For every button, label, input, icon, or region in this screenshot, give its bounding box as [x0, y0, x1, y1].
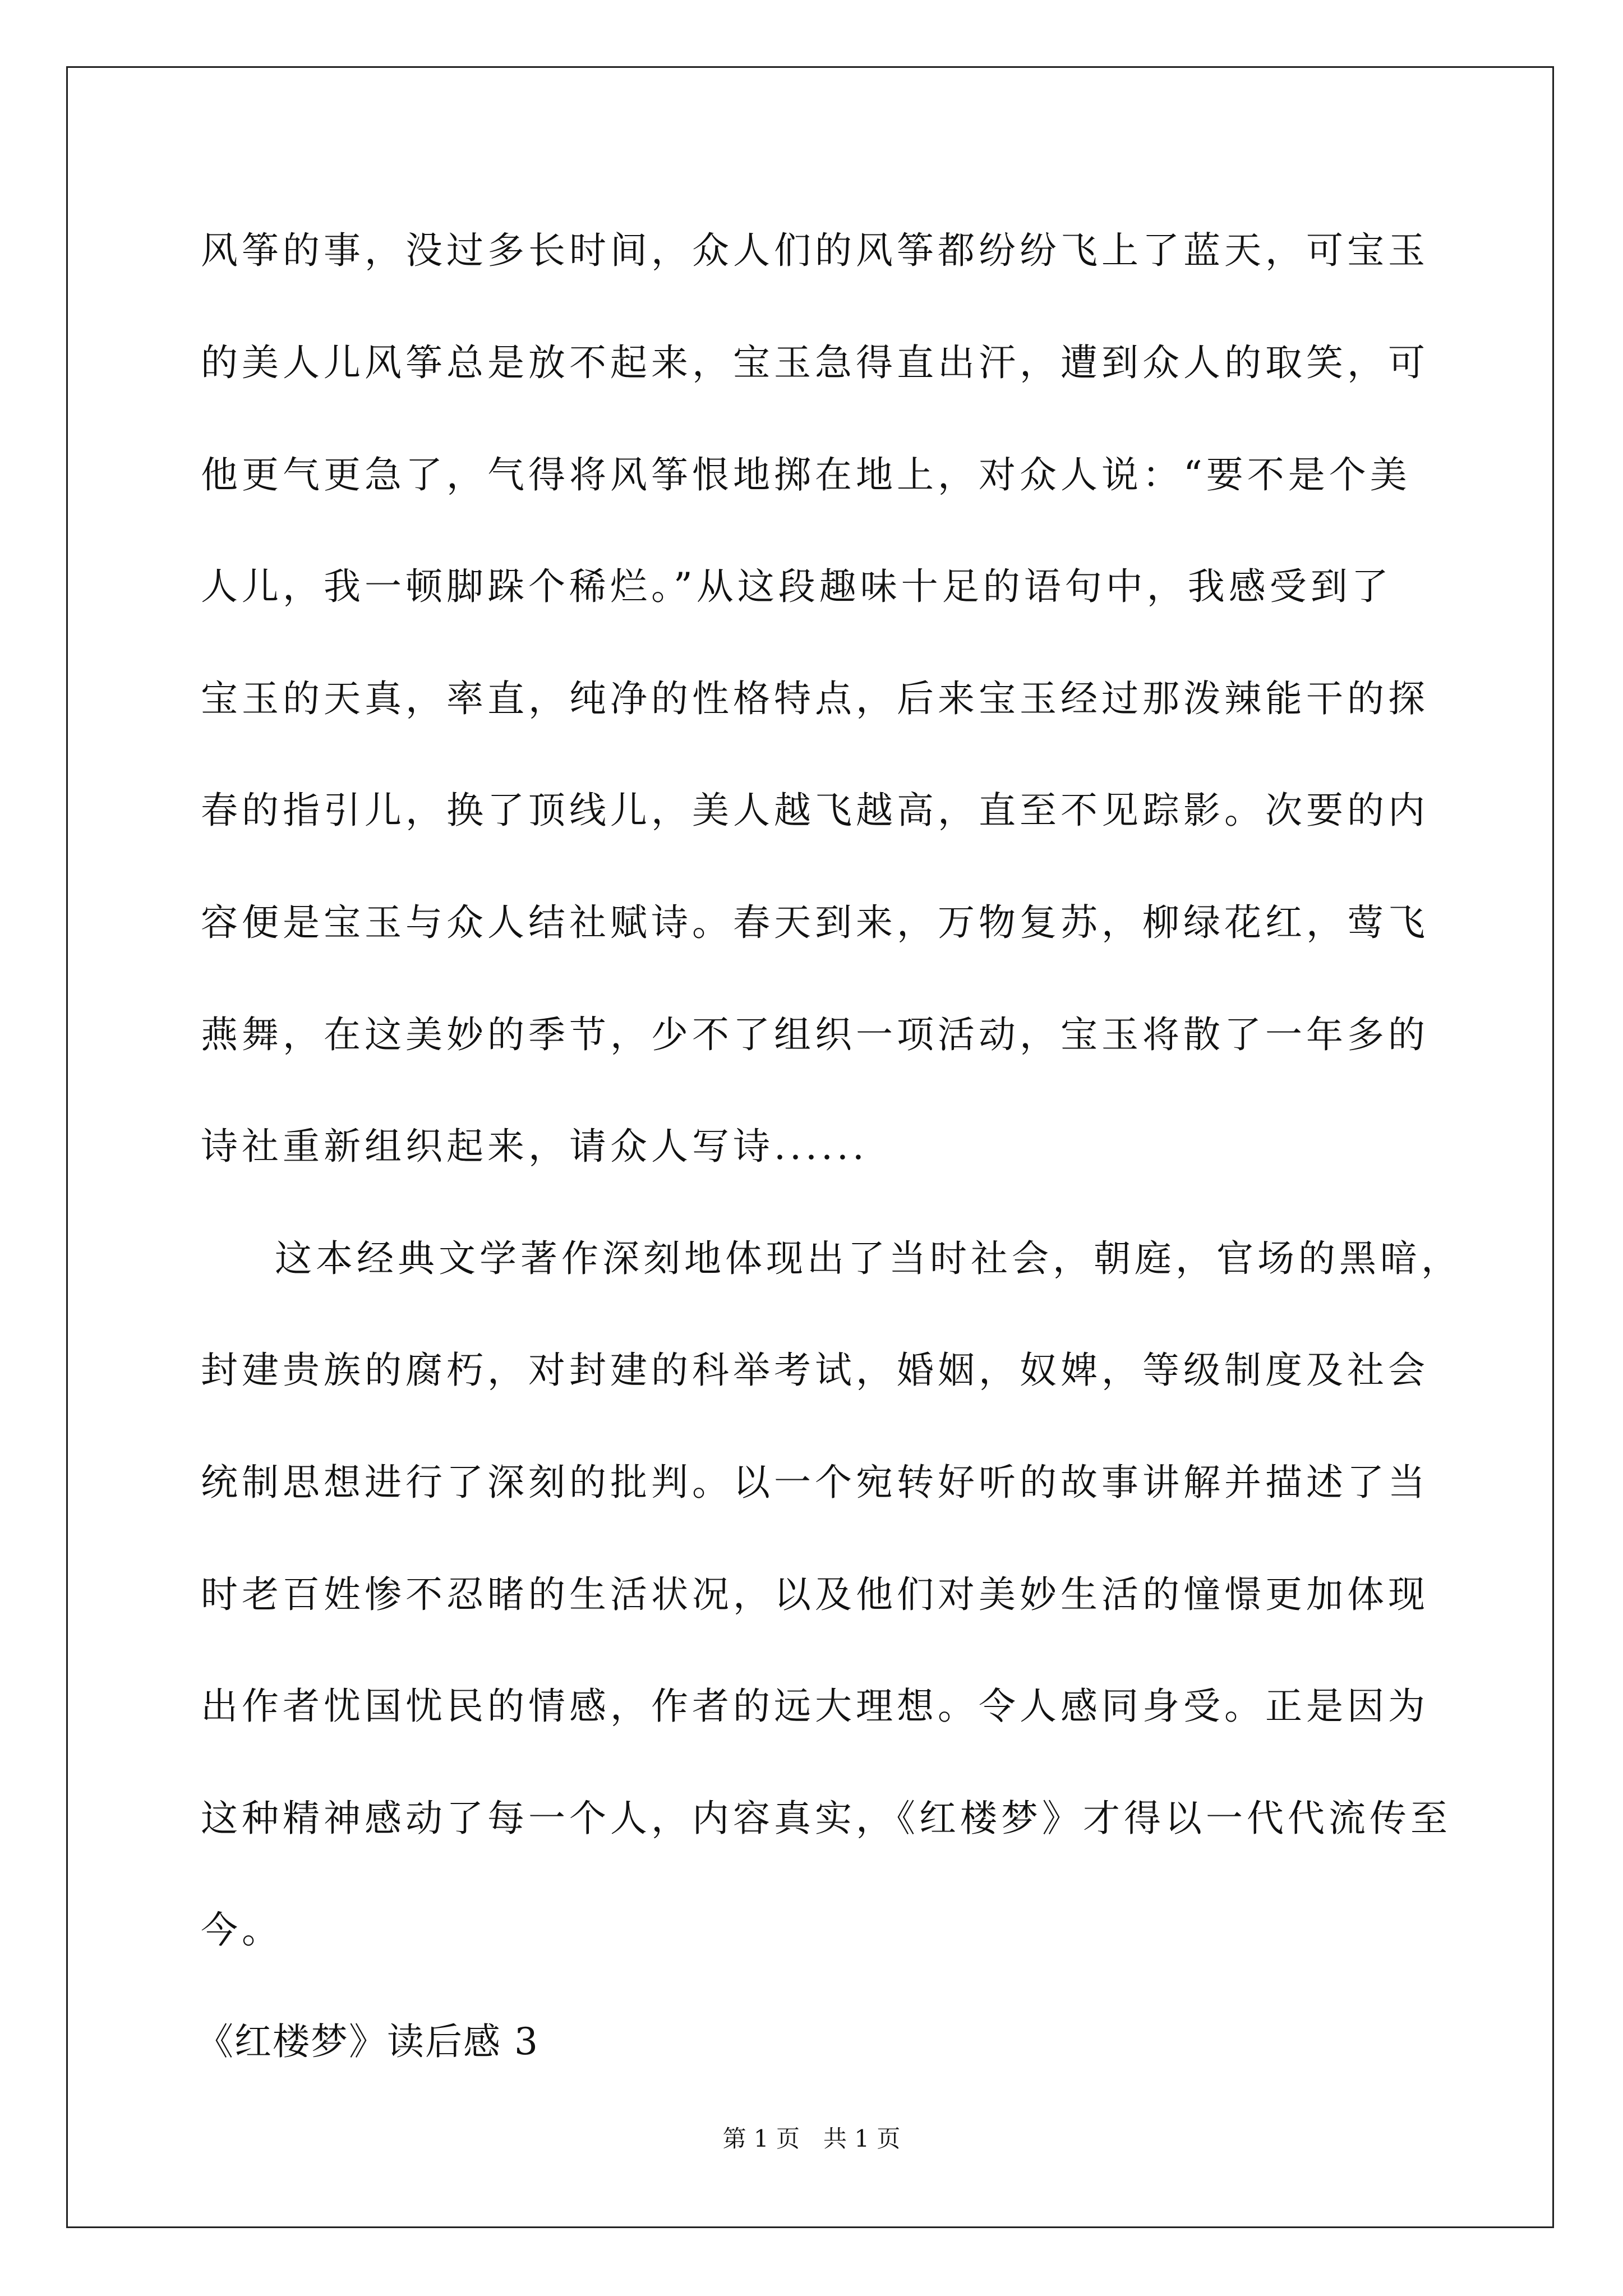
- paragraph-first-line: 这本经典文学著作深刻地体现出了当时社会，朝庭，官场的黑暗，: [275, 1237, 1462, 1280]
- section-heading: 《红楼梦》读后感 3: [196, 2020, 539, 2063]
- text-line: 诗社重新组织起来，请众人写诗......: [201, 1125, 868, 1168]
- text-line: 这种精神感动了每一个人，内容真实，《红楼梦》才得以一代代流传至: [201, 1797, 1451, 1840]
- text-line: 时老百姓惨不忍睹的生活状况，以及他们对美妙生活的憧憬更加体现: [201, 1573, 1429, 1616]
- text-line: 统制思想进行了深刻的批判。以一个宛转好听的故事讲解并描述了当: [201, 1461, 1429, 1504]
- text-line: 风筝的事，没过多长时间，众人们的风筝都纷纷飞上了蓝天，可宝玉: [201, 229, 1429, 272]
- text-line: 燕舞，在这美妙的季节，少不了组织一项活动，宝玉将散了一年多的: [201, 1013, 1429, 1056]
- text-line: 今。: [201, 1908, 283, 1952]
- text-line: 人儿，我一顿脚跺个稀烂。”从这段趣味十足的语句中，我感受到了: [201, 565, 1393, 608]
- text-line: 春的指引儿，换了顶线儿，美人越飞越高，直至不见踪影。次要的内: [201, 789, 1429, 832]
- text-line: 出作者忧国忧民的情感，作者的远大理想。令人感同身受。正是因为: [201, 1685, 1429, 1728]
- text-line: 的美人儿风筝总是放不起来，宝玉急得直出汗，遭到众人的取笑，可: [201, 341, 1429, 384]
- text-line: 封建贵族的腐朽，对封建的科举考试，婚姻，奴婢，等级制度及社会: [201, 1349, 1429, 1392]
- page-footer: 第 1 页 共 1 页: [722, 2125, 901, 2152]
- text-line: 他更气更急了，气得将风筝恨地掷在地上，对众人说：“要不是个美: [201, 453, 1411, 496]
- text-line: 宝玉的天真，率直，纯净的性格特点，后来宝玉经过那泼辣能干的探: [201, 677, 1429, 720]
- text-line: 容便是宝玉与众人结社赋诗。春天到来，万物复苏，柳绿花红，莺飞: [201, 901, 1429, 944]
